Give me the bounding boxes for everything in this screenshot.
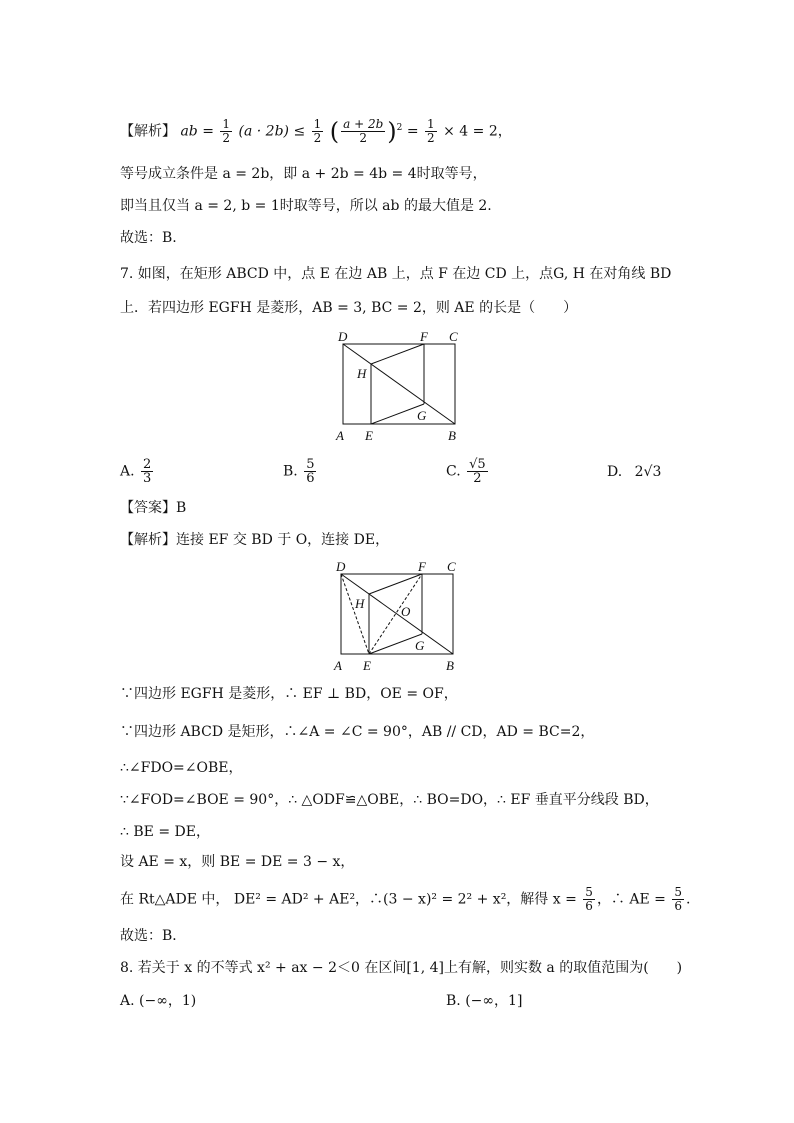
q7-analysis-intro	[120, 530, 389, 550]
square-exponent: 2	[396, 123, 403, 133]
fraction-den: 2	[359, 131, 367, 146]
formula-eq: =	[202, 123, 214, 140]
option-letter: A.	[120, 463, 135, 480]
fraction-den: 2	[473, 471, 482, 486]
q7-figure-rectangle	[330, 326, 470, 446]
answer-value: B	[176, 500, 187, 516]
label-b: B	[446, 658, 454, 673]
analysis-label: 【解析】	[120, 532, 176, 548]
q7-figure-solution	[328, 556, 468, 676]
option-a-fraction	[141, 458, 153, 485]
fraction-num: 5	[585, 885, 593, 899]
rt-fraction-x	[583, 886, 595, 913]
option-letter: B.	[283, 463, 298, 480]
q6-conclusion: 故选：B.	[120, 230, 177, 246]
fraction-half	[220, 118, 232, 145]
label-d: D	[336, 559, 346, 574]
analysis-intro-text: 连接 EF 交 BD 于 O，连接 DE，	[176, 532, 390, 548]
option-d[interactable]	[607, 464, 661, 480]
label-f: F	[420, 329, 428, 344]
fraction-half-3	[425, 118, 437, 145]
option-d-value: 2√3	[634, 464, 662, 480]
option-b-fraction	[304, 458, 316, 485]
label-e: E	[365, 428, 373, 443]
segment-fh	[369, 574, 422, 594]
label-h: H	[355, 596, 365, 611]
rt-end: .	[686, 891, 691, 908]
fraction-den: 6	[585, 899, 593, 913]
label-e: E	[363, 658, 371, 673]
label-a: A	[336, 428, 344, 443]
paren-expr: (a · 2b)	[238, 123, 289, 140]
option-c-fraction	[467, 458, 488, 485]
fraction-den: 6	[674, 899, 682, 913]
fraction-num: 1	[313, 117, 322, 132]
q7-stem-line2: 上．若四边形 EGFH 是菱形，AB = 3, BC = 2，则 AE 的长是（ ）	[120, 300, 578, 316]
label-f: F	[418, 559, 426, 574]
segment-fh	[371, 344, 424, 364]
q7-step-6: 设 AE = x，则 BE = DE = 3 − x，	[120, 854, 355, 870]
q7-step-1: ∵四边形 EGFH 是菱形，∴ EF ⊥ BD，OE = OF，	[120, 686, 458, 702]
label-c: C	[449, 329, 458, 344]
fraction-den: 2	[222, 131, 231, 146]
q7-step-2: ∵四边形 ABCD 是矩形，∴∠A = ∠C = 90°，AB // CD，AD = BC=2，	[120, 724, 595, 740]
fraction-den: 6	[306, 471, 315, 486]
le-sign: ≤	[293, 123, 306, 140]
q7-rt-line	[120, 886, 690, 913]
option-letter: D.	[607, 464, 623, 480]
rt-fraction-ae	[672, 886, 684, 913]
label-d: D	[338, 329, 348, 344]
q8-option-b[interactable]: B. (−∞，1]	[446, 993, 523, 1009]
diagonal-bd	[341, 574, 453, 654]
label-b: B	[448, 428, 456, 443]
rt-equation: DE² = AD² + AE²，∴(3 − x)² = 2² + x²，解得 x =	[233, 891, 577, 908]
dashed-de	[341, 574, 369, 654]
rt-prefix: 在 Rt△ADE 中，	[120, 891, 230, 908]
fraction-num: 1	[427, 117, 435, 132]
option-letter: C.	[446, 463, 461, 480]
q7-stem-line1: 7. 如图，在矩形 ABCD 中，点 E 在边 AB 上，点 F 在边 CD 上，点G, H 在对角线 BD	[120, 266, 672, 282]
fraction-num: 1	[222, 117, 231, 132]
q7-step-4: ∵∠FOD=∠BOE = 90°，∴ △ODF≌△OBE，∴ BO=DO，∴ EF 垂直平分线段 BD，	[120, 792, 659, 808]
rt-mid: ，∴ AE =	[596, 891, 666, 908]
fraction-den: 2	[427, 131, 435, 146]
q6-max-value: 即当且仅当 a = 2, b = 1时取等号，所以 ab 的最大值是 2.	[120, 198, 492, 214]
q6-equality-condition: 等号成立条件是 a = 2b，即 a + 2b = 4b = 4时取等号，	[120, 166, 487, 182]
fraction-half-2	[312, 118, 324, 145]
q8-option-a[interactable]: A. (−∞，1)	[120, 993, 197, 1009]
answer-label: 【答案】	[120, 500, 176, 516]
q7-conclusion: 故选：B．	[120, 928, 187, 944]
label-g: G	[415, 638, 425, 653]
option-a[interactable]	[120, 458, 155, 485]
answer-line	[120, 498, 186, 518]
fraction-a2b	[341, 118, 385, 145]
label-a: A	[334, 658, 342, 673]
formula-lhs: ab	[180, 123, 198, 140]
q7-step-3: ∴∠FDO=∠OBE，	[120, 760, 243, 776]
option-b[interactable]	[283, 458, 318, 485]
analysis-label: 【解析】	[120, 123, 176, 140]
fraction-num: a + 2b	[343, 117, 384, 132]
fraction-num: 5	[306, 457, 315, 472]
fraction-den: 3	[143, 471, 152, 486]
fraction-num: 5	[674, 885, 682, 899]
q8-stem: 8. 若关于 x 的不等式 x² + ax − 2＜0 在区间[1, 4]上有解，则实数 a 的取值范围为( )	[120, 960, 683, 976]
label-h: H	[357, 366, 367, 381]
fraction-den: 2	[313, 131, 322, 146]
q6-formula-line: 【解析】 ab = $\frac{1}{2}$ (a · 2b) ≤ $\frac{1}{2}$ ( $\frac{a + 2b}{2}$ )$^2$ = $\frac{1}{2}$ × 4 = 2，	[120, 117, 512, 146]
label-o: O	[401, 604, 411, 619]
times-four: × 4 = 2，	[443, 123, 512, 140]
fraction-num: √5	[469, 457, 486, 472]
fraction-num: 2	[143, 457, 152, 472]
label-c: C	[447, 559, 456, 574]
option-c[interactable]	[446, 458, 490, 485]
label-g: G	[417, 408, 427, 423]
q7-step-5: ∴ BE = DE，	[120, 824, 210, 840]
diagonal-bd	[343, 344, 455, 424]
